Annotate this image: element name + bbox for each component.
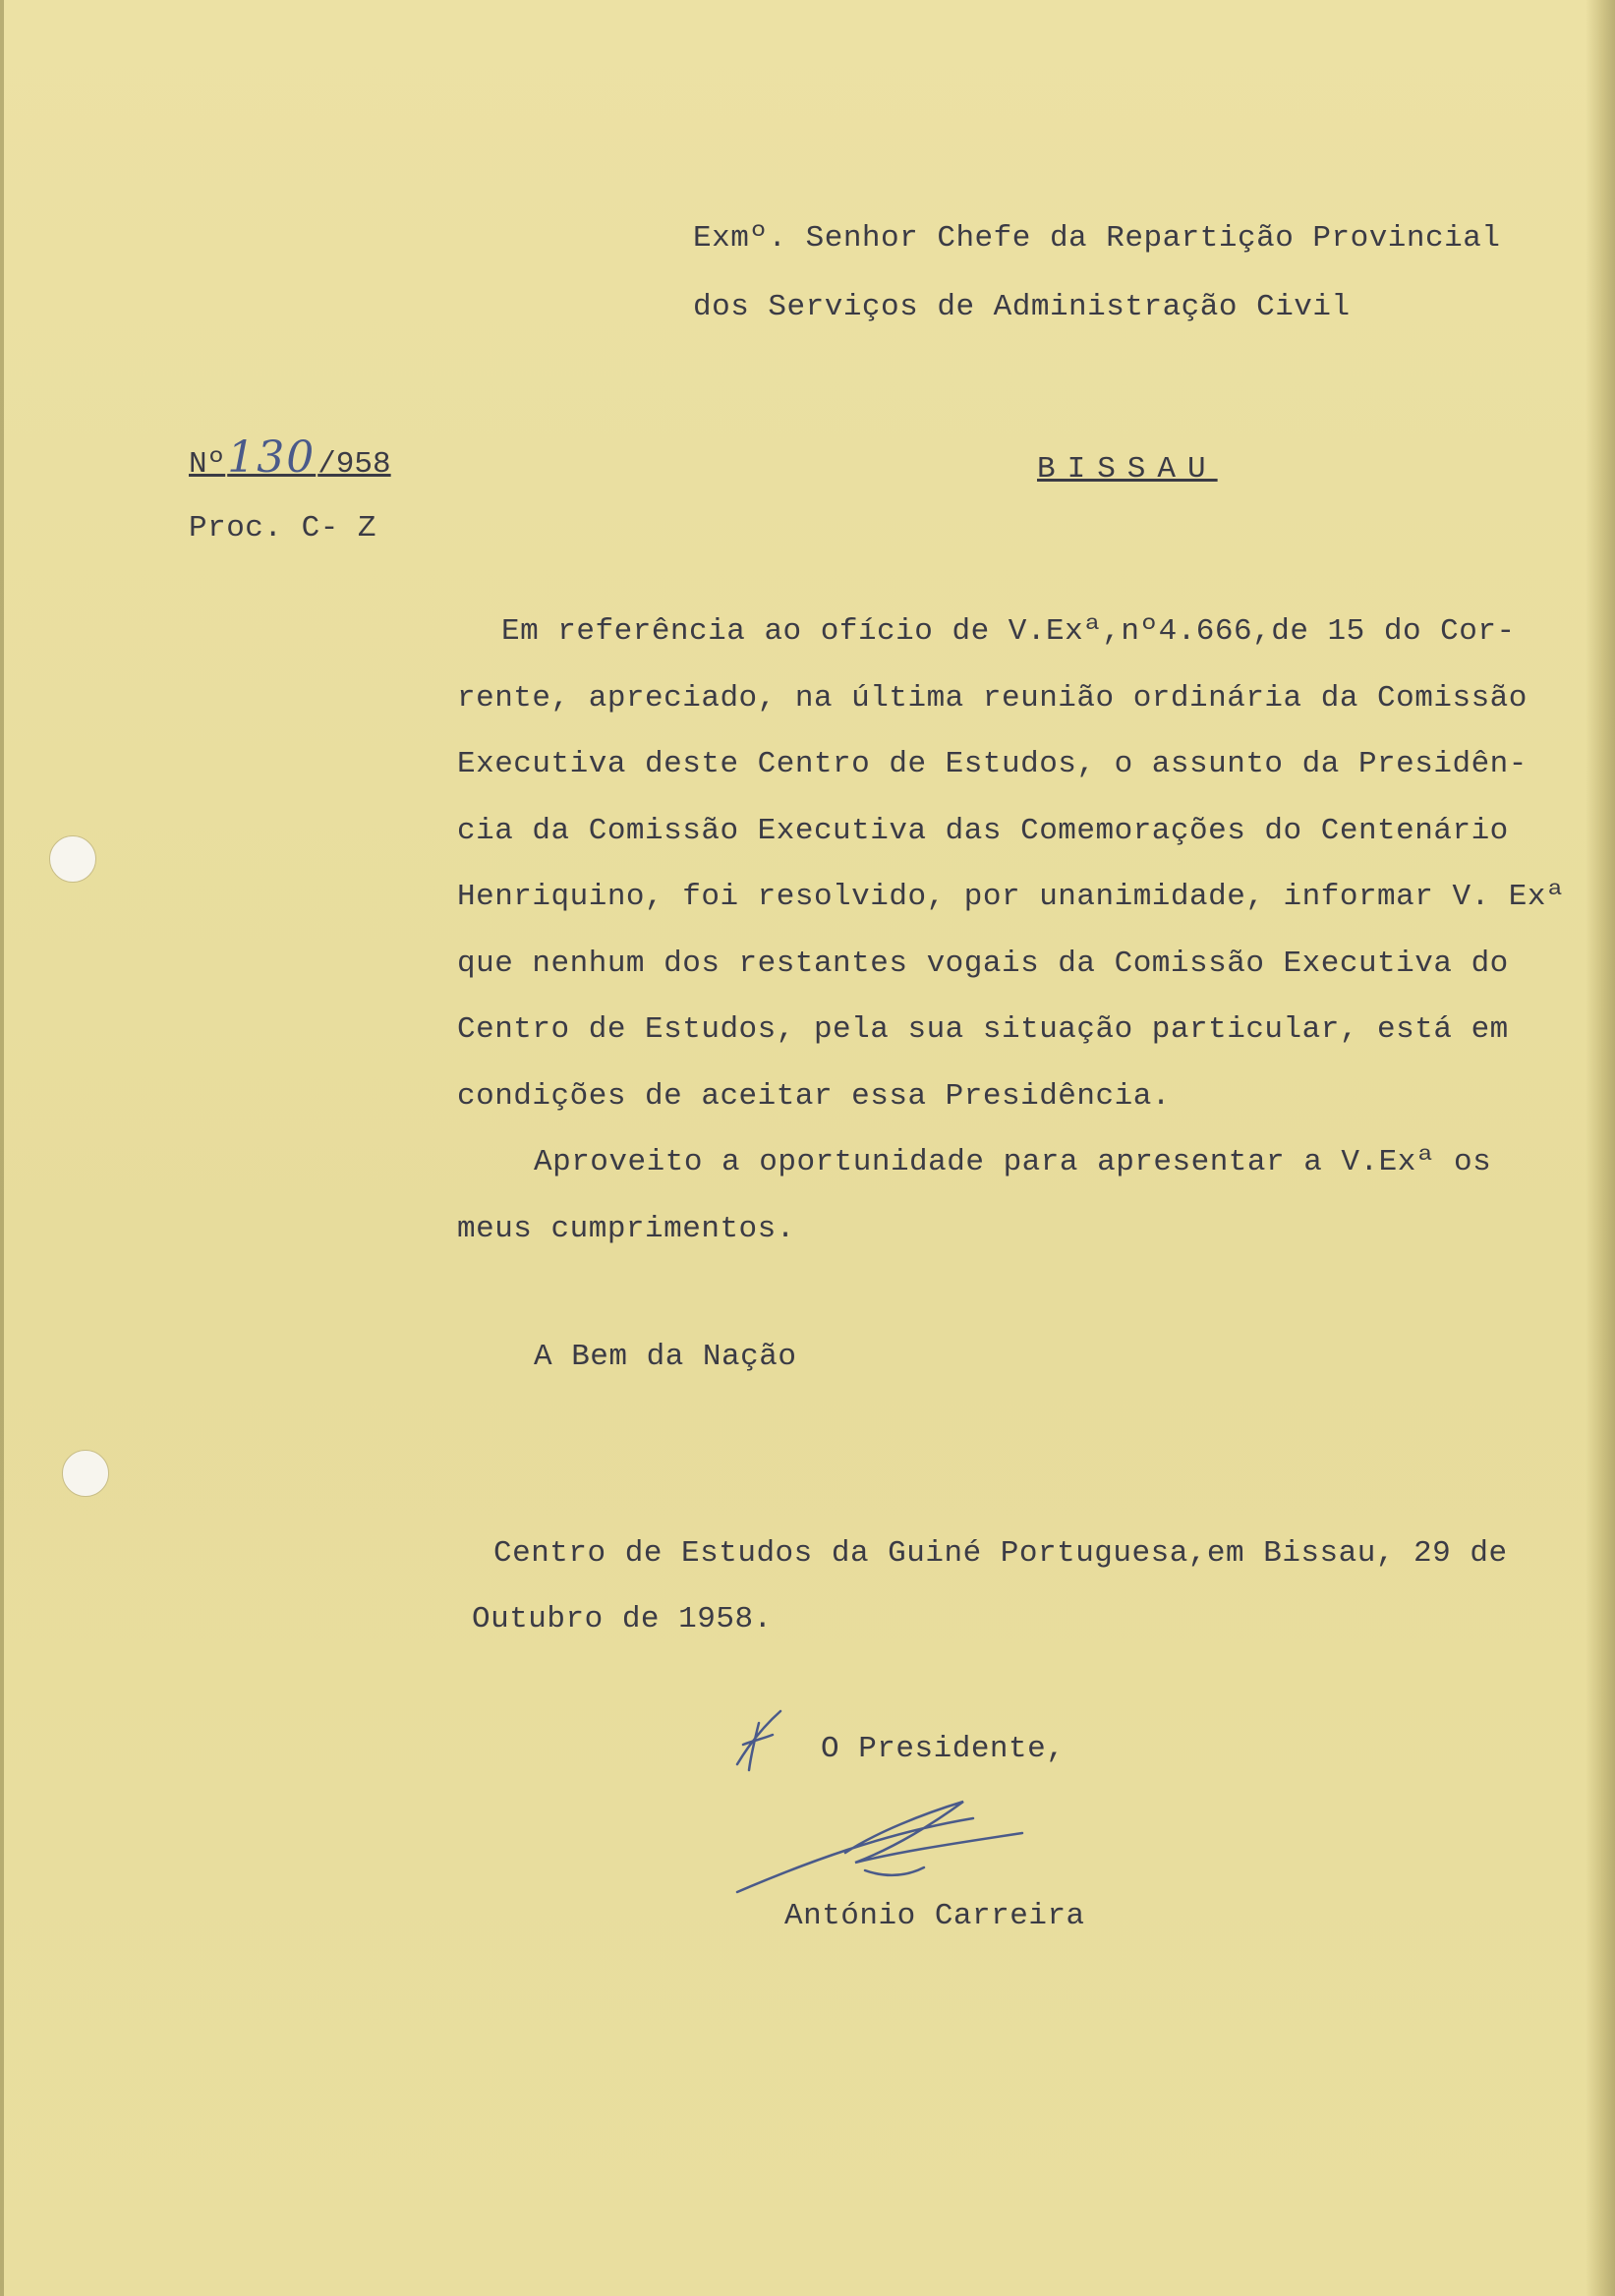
- signature: [727, 1794, 1052, 1902]
- body-line: Em referência ao ofício de V.Exª,nº4.666,de 15 do Cor-: [501, 614, 1516, 649]
- process-code: Proc. C- Z: [189, 511, 377, 545]
- destination-city: BISSAU: [1037, 452, 1218, 487]
- body-line: cia da Comissão Executiva das Comemorações do Centenário: [457, 814, 1509, 848]
- reference-year: /958: [317, 447, 391, 482]
- body-line: que nenhum dos restantes vogais da Comissão Executiva do: [457, 947, 1509, 981]
- signatory-name: António Carreira: [784, 1899, 1085, 1933]
- punch-hole-top: [49, 835, 96, 883]
- reference-prefix: Nº: [189, 447, 226, 482]
- place-date-line-2: Outubro de 1958.: [472, 1602, 773, 1636]
- body-line: meus cumprimentos.: [457, 1212, 795, 1246]
- page-left-edge: [0, 0, 4, 2296]
- punch-hole-bottom: [62, 1450, 109, 1497]
- body-line: Executiva deste Centro de Estudos, o assunto da Presidên-: [457, 747, 1528, 781]
- body-line: condições de aceitar essa Presidência.: [457, 1079, 1171, 1114]
- salutation: A Bem da Nação: [534, 1340, 797, 1374]
- place-date-line-1: Centro de Estudos da Guiné Portuguesa,em Bissau, 29 de: [493, 1536, 1508, 1571]
- handwritten-initial: [729, 1705, 788, 1774]
- reference-number: [189, 432, 391, 483]
- addressee-line-1: Exmº. Senhor Chefe da Repartição Provincial: [693, 221, 1501, 256]
- addressee-line-2: dos Serviços de Administração Civil: [693, 290, 1351, 324]
- page-right-edge: [1586, 0, 1615, 2296]
- body-line: rente, apreciado, na última reunião ordinária da Comissão: [457, 681, 1528, 716]
- body-line: Aproveito a oportunidade para apresentar a V.Exª os: [534, 1145, 1492, 1179]
- handwritten-number: 130: [227, 432, 317, 483]
- body-line: Henriquino, foi resolvido, por unanimidade, informar V. Exª: [457, 880, 1566, 914]
- body-line: Centro de Estudos, pela sua situação particular, está em: [457, 1012, 1509, 1047]
- signatory-title: O Presidente,: [821, 1732, 1066, 1766]
